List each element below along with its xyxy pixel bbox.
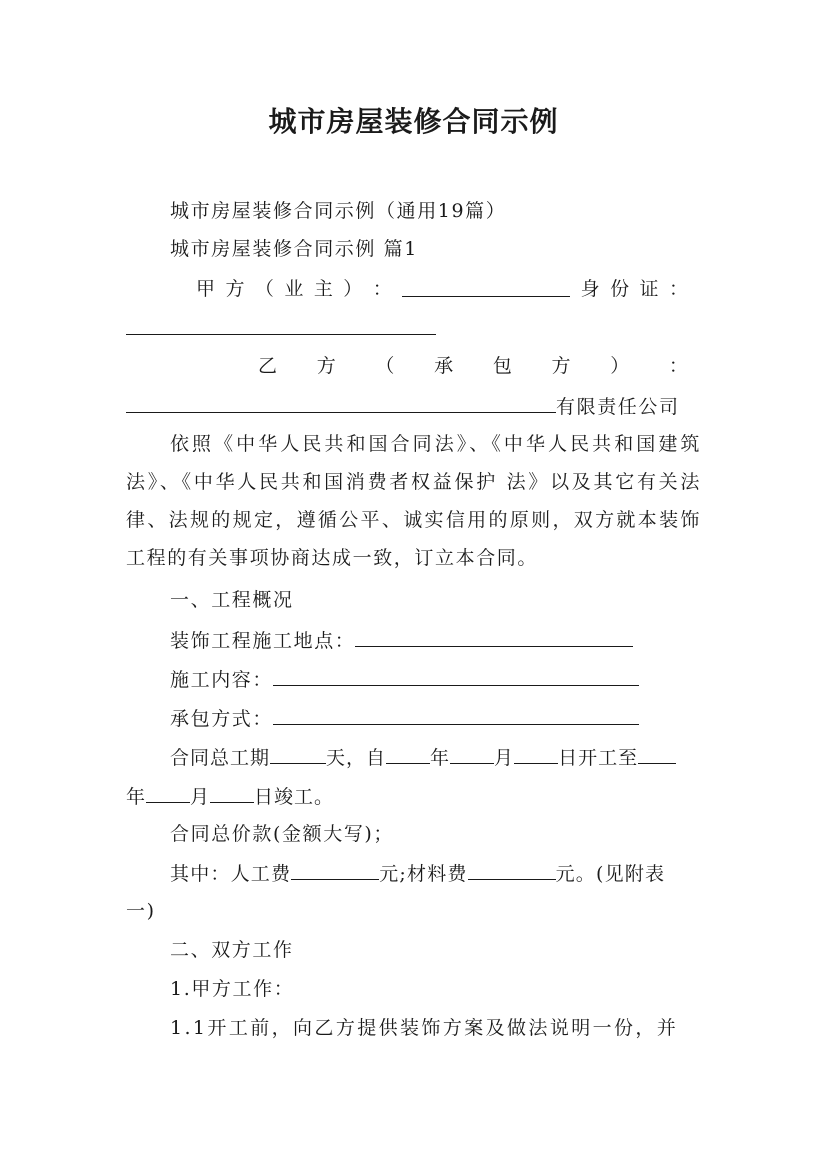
party-a-char: 甲 [196,278,216,300]
end-month-blank [146,776,190,803]
breakdown-yuan2: 元。(见附表 [555,863,666,885]
end-year-blank [638,737,676,764]
start-day-blank [514,737,558,764]
site-blank [355,620,633,647]
party-b-char: 乙 [258,355,278,377]
breakdown-line [170,853,701,891]
party-b-char: ） [610,355,630,377]
party-b-char: （ [375,355,395,377]
company-suffix: 有限责任公司 [556,396,680,418]
party-a-line [196,270,688,308]
breakdown-prefix: 其中：人工费 [170,863,292,885]
section-1-heading: 一、工程概况 [170,589,294,611]
party-a-char: 主 [313,278,333,300]
party-b-char: 方 [316,355,336,377]
item-1-1: 1.1开工前，向乙方提供装饰方案及做法说明一份，并 [170,1017,679,1039]
section-heading: 城市房屋装修合同示例 篇1 [170,238,418,260]
days-blank [270,737,326,764]
period-month1: 月 [494,747,515,769]
breakdown-yuan1: 元;材料费 [379,863,468,885]
period-line [170,737,701,775]
party-a-char: 方 [225,278,245,300]
contract-mode-label: 承包方式： [170,708,274,730]
contract-mode-line [170,698,701,736]
party-a-id-blank [126,308,436,335]
party-b-char: 包 [492,355,512,377]
content-label: 施工内容： [170,669,274,691]
period-year1: 年 [430,747,451,769]
id-label-char: 证 [639,278,659,300]
id-label-char: 份 [610,278,630,300]
party-b-company-line [126,386,701,424]
party-a-id-line [126,308,701,346]
party-b-company-blank [126,386,556,413]
contract-mode-blank [273,698,639,725]
intro-paragraph: 依照《中华人民共和国合同法》、《中华人民共和国建筑法》、《中华人民共和国消费者权益保护 法》以及其它有关法律、法规的规定，遵循公平、诚实信用的原则，双方就本装饰工程的有关事项协商达成一致，订立本合同。 [126,433,701,569]
party-a-char: ） [343,278,363,300]
labor-fee-blank [291,853,379,880]
subtitle: 城市房屋装修合同示例（通用19篇） [170,200,507,222]
party-b-char: ： [668,355,688,377]
party-a-work-heading: 1.甲方工作： [170,978,295,1000]
party-b-line [258,347,688,385]
start-month-blank [450,737,494,764]
period-days: 天，自 [326,747,387,769]
breakdown-cont: 一) [126,900,156,922]
period-day2: 日竣工。 [254,786,335,808]
party-a-char: （ [254,278,274,300]
id-label-char: ： [668,278,688,300]
site-label: 装饰工程施工地点： [170,630,356,652]
party-b-char: 方 [551,355,571,377]
period-prefix: 合同总工期 [170,747,271,769]
party-a-char: ： [372,278,392,300]
party-b-char: 承 [434,355,454,377]
id-label-char: 身 [580,278,600,300]
material-fee-blank [468,853,556,880]
start-year-blank [386,737,430,764]
site-line [170,620,701,658]
period-year2: 年 [126,786,147,808]
section-2-heading: 二、双方工作 [170,939,294,961]
period-day1: 日开工至 [558,747,639,769]
party-a-char: 业 [284,278,304,300]
content-line [170,659,701,697]
end-day-blank [210,776,254,803]
document-title: 城市房屋装修合同示例 [268,105,559,138]
total-price-line: 合同总价款(金额大写)； [170,823,395,845]
party-a-name-blank [402,270,570,297]
period-month2: 月 [190,786,211,808]
period-line-2 [126,776,701,814]
content-blank [273,659,639,686]
